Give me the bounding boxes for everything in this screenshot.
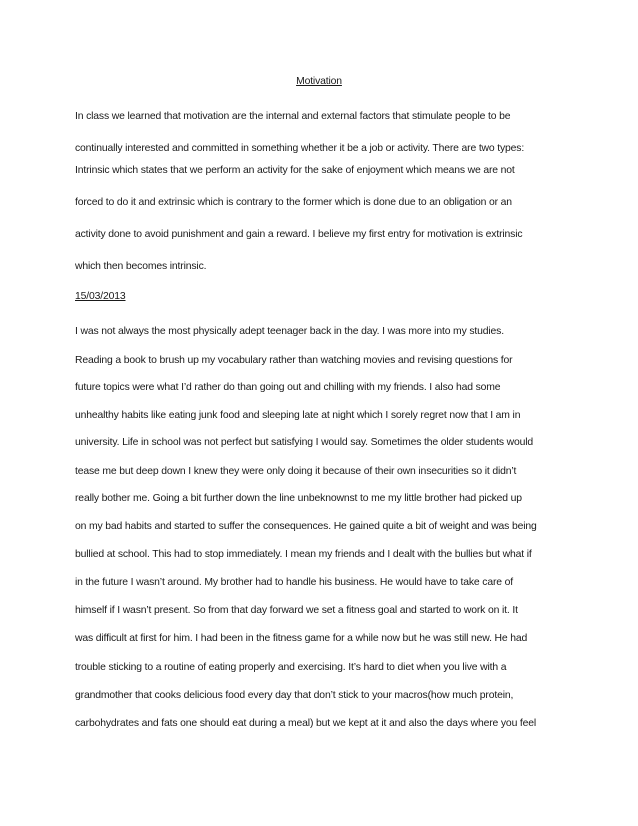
entry-line-4: unhealthy habits like eating junk food and sleeping late at night which I sorely regret now that I am in: [75, 410, 521, 421]
intro-line-5: activity done to avoid punishment and gain a reward. I believe my first entry for motivation is extrinsic: [75, 229, 523, 240]
entry-line-3: future topics were what I’d rather do than going out and chilling with my friends. I also had some: [75, 382, 501, 393]
entry-line-13: trouble sticking to a routine of eating properly and exercising. It’s hard to diet when you live with a: [75, 662, 507, 673]
entry-line-8: on my bad habits and started to suffer the consequences. He gained quite a bit of weight and was being: [75, 521, 537, 532]
entry-date: 15/03/2013: [75, 291, 126, 302]
entry-line-12: was difficult at first for him. I had been in the fitness game for a while now but he was still new. He had: [75, 633, 528, 644]
entry-line-7: really bother me. Going a bit further down the line unbeknownst to me my little brother had picked up: [75, 493, 522, 504]
entry-line-11: himself if I wasn’t present. So from that day forward we set a fitness goal and started to work on it. It: [75, 605, 518, 616]
intro-line-1: In class we learned that motivation are the internal and external factors that stimulate people to be: [75, 111, 511, 122]
entry-line-6: tease me but deep down I knew they were only doing it because of their own insecurities so it didn’t: [75, 466, 517, 477]
document-title: Motivation: [296, 76, 342, 87]
intro-line-3: Intrinsic which states that we perform an activity for the sake of enjoyment which means we are not: [75, 165, 515, 176]
entry-line-2: Reading a book to brush up my vocabulary rather than watching movies and revising questions for: [75, 355, 513, 366]
entry-line-14: grandmother that cooks delicious food every day that don’t stick to your macros(how much protein,: [75, 690, 514, 701]
entry-line-15: carbohydrates and fats one should eat during a meal) but we kept at it and also the days where you feel: [75, 718, 537, 729]
intro-line-2: continually interested and committed in something whether it be a job or activity. There are two types:: [75, 143, 525, 154]
entry-line-9: bullied at school. This had to stop immediately. I mean my friends and I dealt with the bullies but what if: [75, 549, 532, 560]
entry-line-10: in the future I wasn’t around. My brother had to handle his business. He would have to take care of: [75, 577, 513, 588]
intro-line-6: which then becomes intrinsic.: [75, 261, 207, 272]
entry-line-1: I was not always the most physically adept teenager back in the day. I was more into my studies.: [75, 326, 504, 337]
entry-line-5: university. Life in school was not perfect but satisfying I would say. Sometimes the older students would: [75, 437, 534, 448]
intro-line-4: forced to do it and extrinsic which is contrary to the former which is done due to an obligation or an: [75, 197, 512, 208]
